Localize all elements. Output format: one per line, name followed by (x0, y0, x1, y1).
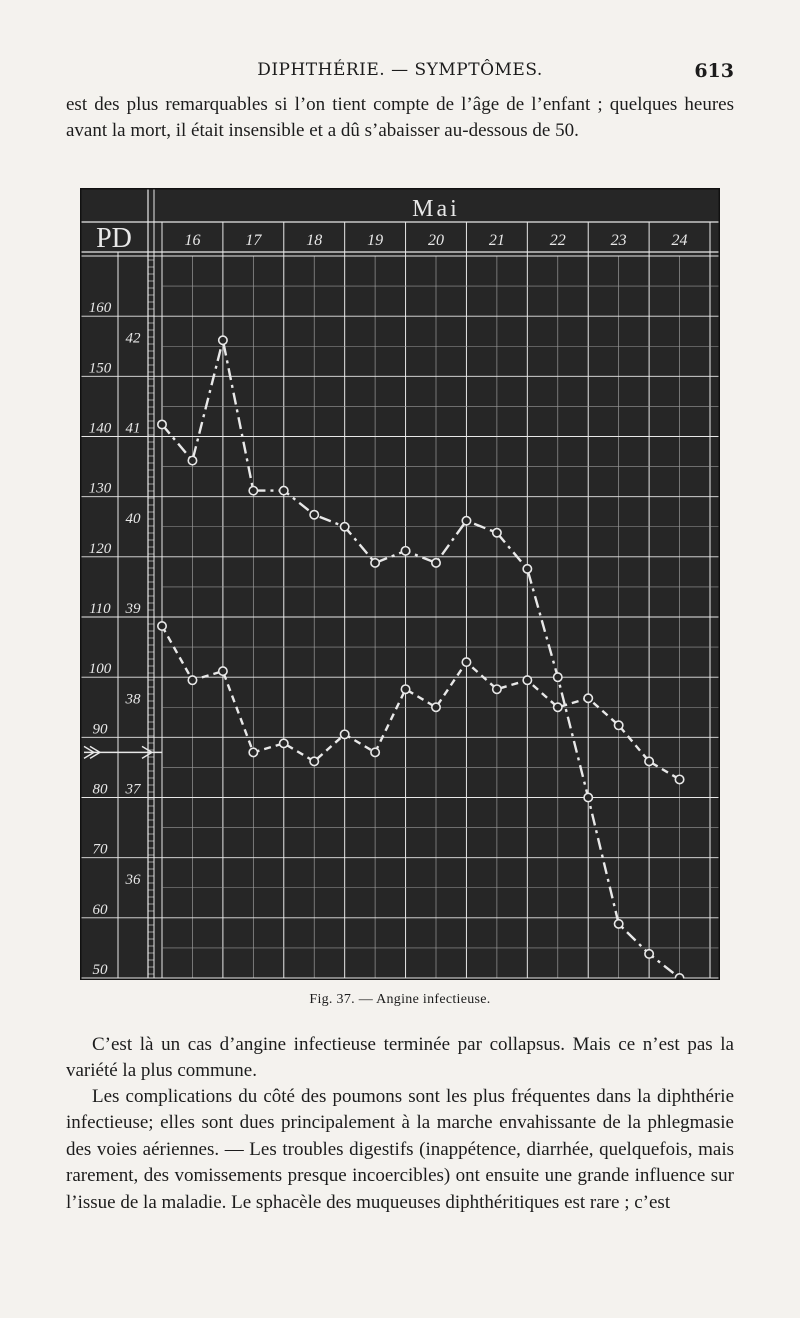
x-tick-label: 23 (610, 232, 627, 249)
temperature-tick-label: 42 (125, 330, 141, 347)
pulse-data-point (371, 559, 379, 567)
temperature-data-point (310, 757, 318, 765)
temperature-data-point (158, 622, 166, 630)
pulse-tick-label: 140 (88, 420, 112, 437)
pulse-data-point (432, 559, 440, 567)
temperature-data-point (219, 667, 227, 675)
pulse-data-point (188, 456, 196, 464)
page-number: 613 (694, 60, 734, 82)
month-label: Mai (412, 196, 460, 222)
pulse-data-point (584, 793, 592, 801)
pulse-tick-label: 90 (92, 721, 108, 738)
pulse-tick-label: 120 (88, 540, 112, 557)
chart-svg (80, 188, 720, 980)
temperature-data-point (675, 775, 683, 783)
temperature-data-point (249, 748, 257, 756)
figure-caption: Fig. 37. — Angine infectieuse. (309, 992, 491, 1007)
pulse-data-point (614, 920, 622, 928)
pulse-tick-label: 50 (92, 962, 108, 978)
temperature-data-point (340, 730, 348, 738)
pulse-tick-label: 130 (88, 480, 112, 497)
temperature-data-point (493, 685, 501, 693)
temperature-tick-label: 37 (125, 781, 141, 798)
temperature-data-point (401, 685, 409, 693)
temperature-data-point (614, 721, 622, 729)
pulse-tick-label: 70 (92, 841, 108, 858)
pulse-tick-label: 150 (88, 360, 112, 377)
pulse-tick-label: 60 (92, 901, 108, 918)
pulse-data-point (401, 547, 409, 555)
temperature-pulse-chart (80, 188, 720, 980)
x-tick-label: 16 (184, 232, 201, 249)
temperature-data-point (523, 676, 531, 684)
temperature-tick-label: 39 (125, 601, 141, 617)
temperature-tick-label: 41 (125, 420, 141, 437)
pulse-tick-label: 80 (92, 781, 108, 798)
paragraph-1: C’est là un cas d’angine infectieuse terminée par collapsus. Mais ce n’est pas la variété la plus commune. (66, 1034, 734, 1082)
temperature-data-point (645, 757, 653, 765)
pulse-data-point (645, 950, 653, 958)
temperature-data-point (188, 676, 196, 684)
x-tick-label: 20 (428, 232, 444, 249)
pulse-data-point (554, 673, 562, 681)
running-title: DIPHTHÉRIE. — SYMPTÔMES. (257, 60, 543, 80)
temperature-data-point (432, 703, 440, 711)
pulse-data-point (310, 511, 318, 519)
pulse-data-point (340, 523, 348, 531)
pulse-data-point (158, 420, 166, 428)
x-tick-label: 18 (306, 232, 323, 249)
pulse-tick-label: 100 (88, 661, 112, 678)
pulse-data-point (523, 565, 531, 573)
temperature-data-point (554, 703, 562, 711)
paragraph-top: est des plus remarquables si l’on tient compte de l’âge de l’enfant ; quelques heures avant la mort, il était insensible et a dû s’abaisser au-dessous de 50. (66, 94, 734, 142)
temperature-data-point (371, 748, 379, 756)
pulse-data-point (219, 336, 227, 344)
x-tick-label: 21 (488, 232, 505, 249)
paragraph-2: Les complications du côté des poumons sont les plus fréquentes dans la diphthérie infectieuse; elles sont dues principalement à la marche envahissante de la phlegmasie des voies aériennes. — Les troubles digestifs (inappétence, diarrhée, quelquefois, mais rarement, des vomissements presque incoercibles) ont ensuite une grande influence sur l’issue de la maladie. Le sphacèle des muqueuses diphthéritiques est rare ; c’est (66, 1086, 734, 1213)
temperature-data-point (280, 739, 288, 747)
temperature-data-point (584, 694, 592, 702)
corner-label: PD (96, 223, 132, 254)
x-tick-label: 17 (245, 232, 262, 249)
temperature-tick-label: 40 (125, 510, 141, 527)
temperature-data-point (462, 658, 470, 666)
page-header (66, 60, 734, 84)
temperature-tick-label: 36 (125, 871, 141, 888)
x-tick-label: 19 (367, 232, 384, 249)
chalkboard-background (80, 188, 720, 980)
pulse-data-point (249, 486, 257, 494)
pulse-data-point (280, 486, 288, 494)
pulse-data-point (493, 529, 501, 537)
x-tick-label: 22 (549, 232, 566, 249)
temperature-tick-label: 38 (125, 691, 141, 708)
pulse-tick-label: 110 (89, 601, 111, 617)
x-tick-label: 24 (671, 232, 688, 249)
pulse-data-point (462, 517, 470, 525)
pulse-tick-label: 160 (88, 300, 112, 317)
